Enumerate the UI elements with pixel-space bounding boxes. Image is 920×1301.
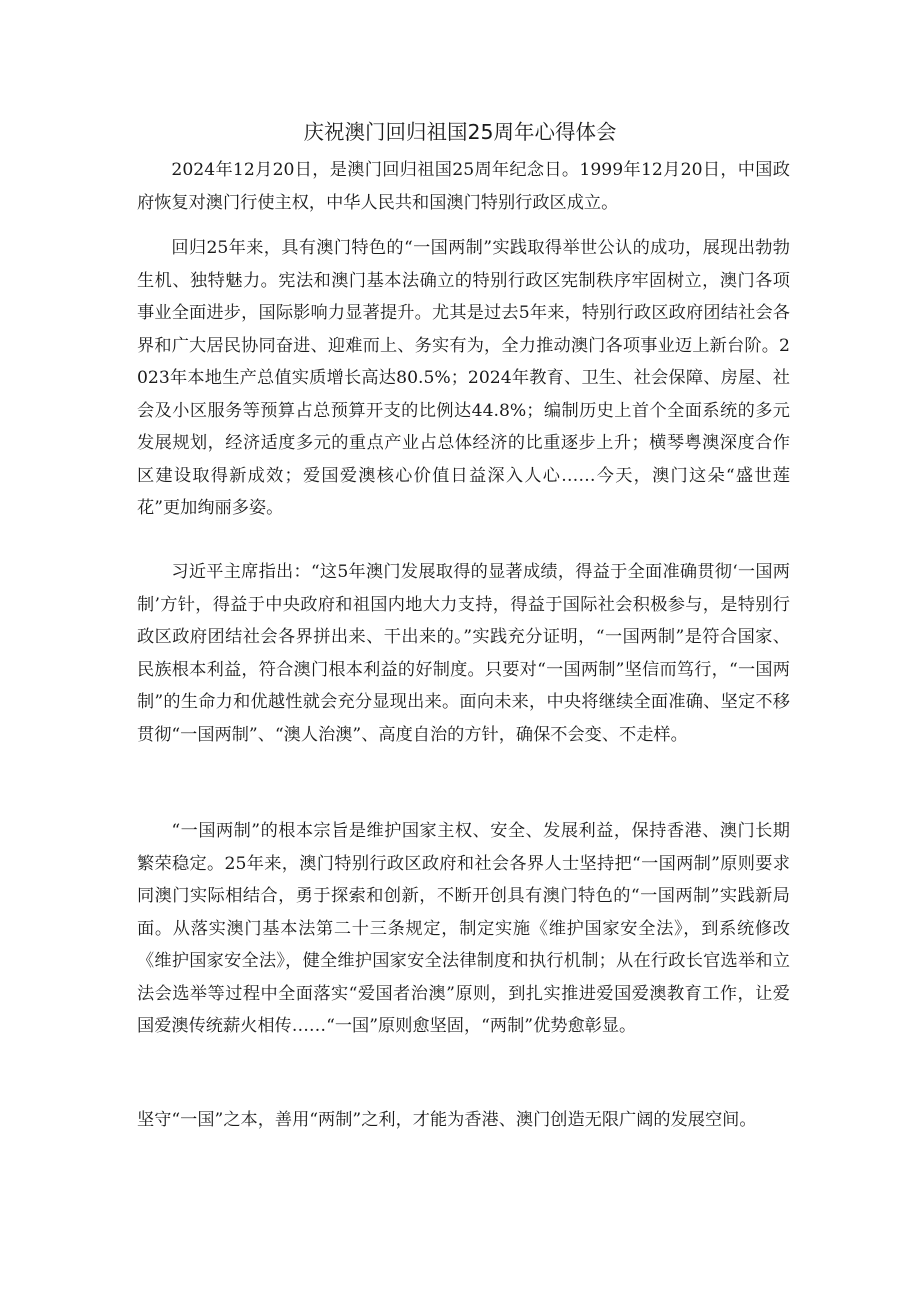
paragraph-xi-jinping-remarks: 习近平主席指出：“这5年澳门发展取得的显著成绩，得益于全面准确贯彻‘一国两制’方针，得益于中央政府和祖国内地大力支持，得益于国际社会积极参与，是特别行政区政府团结社会各界拼出来、干出来的。”实践充分证明，“一国两制”是符合国家、民族根本利益，符合澳门根本利益的好制度。只要对“一国两制”坚信而笃行，“一国两制”的生命力和优越性就会充分显现出来。面向未来，中央将继续全面准确、坚定不移贯彻“一国两制”、“澳人治澳”、高度自治的方针，确保不会变、不走样。 — [137, 562, 790, 745]
paragraph-one-country-two-systems-purpose: “一国两制”的根本宗旨是维护国家主权、安全、发展利益，保持香港、澳门长期繁荣稳定。25年来，澳门特别行政区政府和社会各界人士坚持把“一国两制”原则要求同澳门实际相结合，勇于探索和创新，不断开创具有澳门特色的“一国两制”实践新局面。从落实澳门基本法第二十三条规定，制定实施《维护国家安全法》，到系统修改《维护国家安全法》，健全维护国家安全法律制度和执行机制；从在行政长官选举和立法会选举等过程中全面落实“爱国者治澳”原则，到扎实推进爱国爱澳教育工作，让爱国爱澳传统薪火相传……“一国”原则愈坚固，“两制”优势愈彰显。 — [137, 821, 790, 1036]
paragraph-conclusion: 坚守“一国”之本，善用“两制”之利，才能为香港、澳门创造无限广阔的发展空间。 — [137, 1110, 757, 1130]
document-title: 庆祝澳门回归祖国25周年心得体会 — [303, 120, 617, 144]
paragraph-anniversary-intro: 2024年12月20日，是澳门回归祖国25周年纪念日。1999年12月20日，中国政府恢复对澳门行使主权，中华人民共和国澳门特别行政区成立。 — [137, 160, 790, 213]
paragraph-25-years-achievements: 回归25年来，具有澳门特色的“一国两制”实践取得举世公认的成功，展现出勃勃生机、独特魅力。宪法和澳门基本法确立的特别行政区宪制秩序牢固树立，澳门各项事业全面进步，国际影响力显著提升。尤其是过去5年来，特别行政区政府团结社会各界和广大居民协同奋进、迎难而上、务实有为，全力推动澳门各项事业迈上新台阶。2023年本地生产总值实质增长高达80.5%；2024年教育、卫生、社会保障、房屋、社会及小区服务等预算占总预算开支的比例达44.8%；编制历史上首个全面系统的多元发展规划，经济适度多元的重点产业占总体经济的比重逐步上升；横琴粤澳深度合作区建设取得新成效；爱国爱澳核心价值日益深入人心……今天，澳门这朵“盛世莲花”更加绚丽多姿。 — [137, 238, 790, 518]
